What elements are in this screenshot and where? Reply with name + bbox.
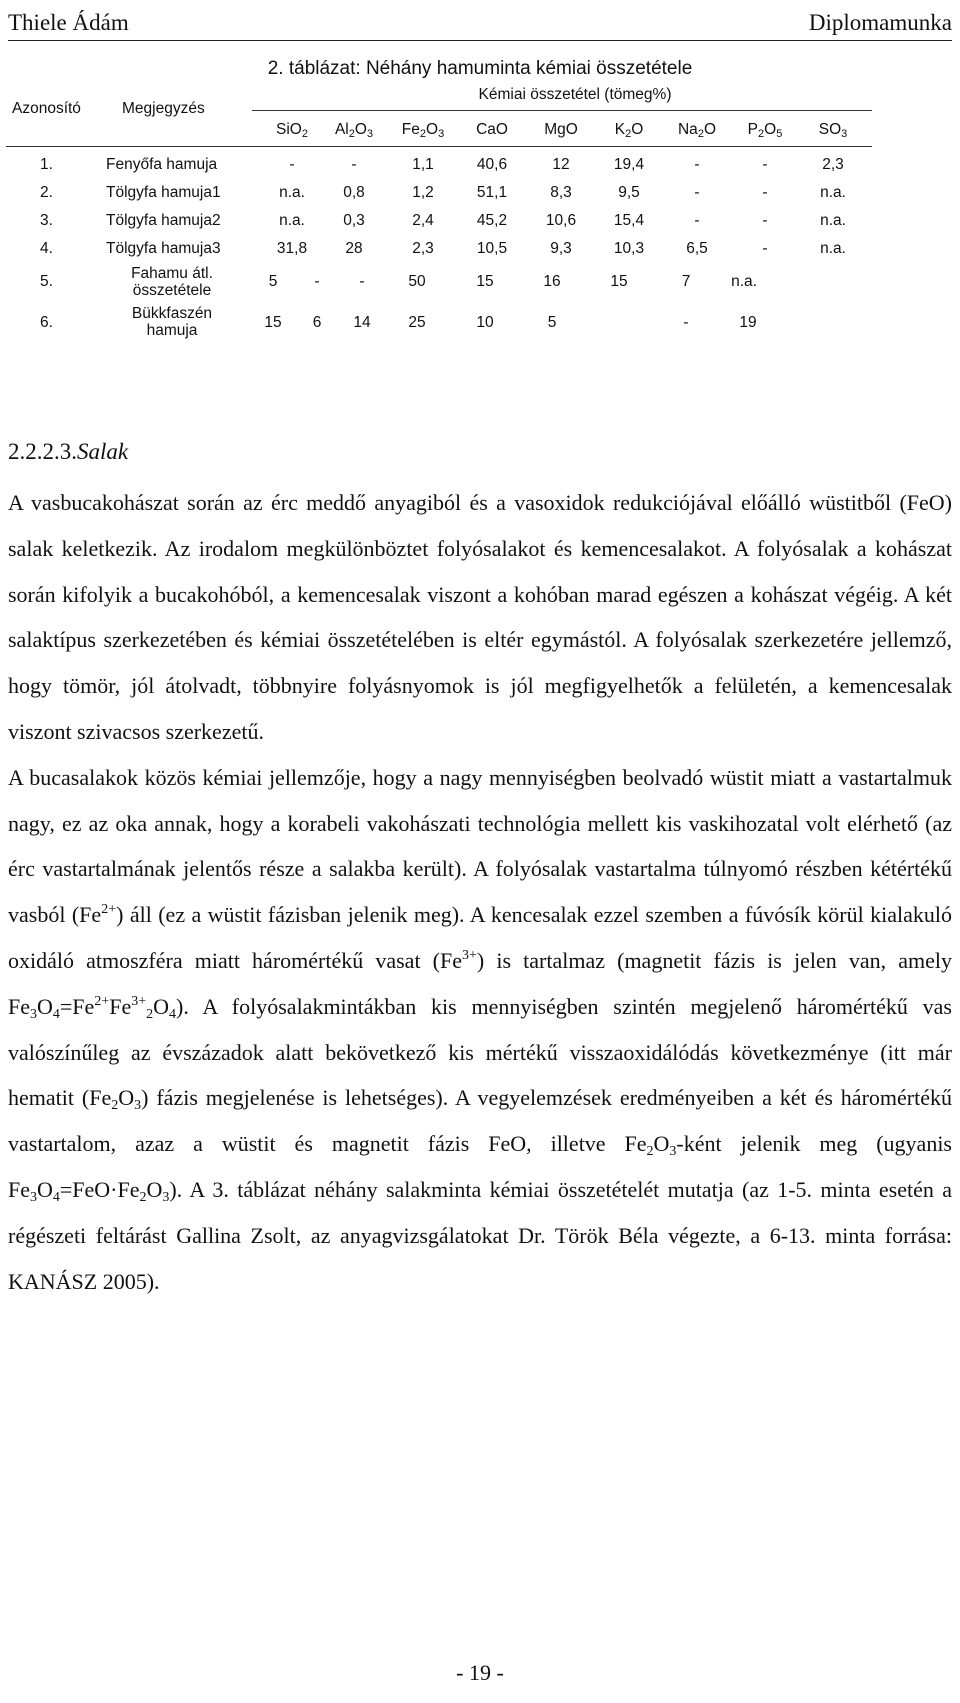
section-title: Salak	[77, 439, 129, 464]
table-cell: n.a.	[820, 212, 846, 229]
row-note: Bükkfaszén	[131, 305, 213, 322]
table-cell: 6,5	[686, 240, 708, 257]
group-underline	[252, 110, 872, 111]
table-cell: 2,3	[412, 240, 434, 257]
table-cell: 2,4	[412, 212, 434, 229]
table-cell: 9,3	[550, 240, 572, 257]
table-cell: 16	[543, 273, 561, 290]
table-cell: 15	[264, 314, 282, 331]
table-cell: 10,3	[613, 240, 645, 257]
table-cell: 31,8	[276, 240, 308, 257]
table-cell: 0,8	[343, 184, 365, 201]
row-id: 6.	[40, 314, 53, 331]
row-id: 2.	[40, 184, 53, 201]
col-header-chem: $Na_2O$	[677, 121, 717, 140]
table-caption: 2. táblázat: Néhány hamuminta kémiai összetétele	[267, 58, 693, 79]
row-note: Tölgyfa hamuja1	[106, 184, 221, 201]
table-cell: 12	[552, 156, 570, 173]
row-note: hamuja	[146, 322, 198, 339]
row-note: Tölgyfa hamuja3	[106, 240, 221, 257]
table-cell: -	[351, 156, 357, 173]
table-cell: -	[289, 156, 295, 173]
table-cell: -	[694, 212, 700, 229]
table-cell: n.a.	[279, 184, 305, 201]
table-cell: 2,3	[822, 156, 844, 173]
col-header-chem: MgO	[544, 121, 578, 138]
row-id: 3.	[40, 212, 53, 229]
table-cell: 10,6	[545, 212, 577, 229]
table-cell: 10,5	[476, 240, 508, 257]
row-note: Fahamu átl.	[131, 265, 213, 282]
row-note: Tölgyfa hamuja2	[106, 212, 221, 229]
table-cell: 14	[353, 314, 371, 331]
header-doc-type: Diplomamunka	[808, 10, 952, 35]
table-cell: -	[762, 240, 768, 257]
header-bottom-rule	[6, 146, 872, 147]
page-number: - 19 -	[456, 1660, 504, 1685]
page-header	[8, 6, 952, 41]
table-cell: 10	[476, 314, 494, 331]
table-cell: 25	[408, 314, 426, 331]
col-header-chem: CaO	[476, 121, 508, 138]
table-cell: 1,1	[412, 156, 434, 173]
col-header-chem: $P_2O_5$	[747, 121, 783, 140]
table-cell: 1,2	[412, 184, 434, 201]
table-cell: 45,2	[476, 212, 508, 229]
table-cell: 0,3	[343, 212, 365, 229]
table-cell: 7	[681, 273, 691, 290]
table-cell: -	[359, 273, 365, 290]
table-cell: 51,1	[476, 184, 508, 201]
col-group-chemical: Kémiai összetétel (tömeg%)	[478, 86, 672, 103]
row-note: összetétele	[132, 282, 212, 299]
table-cell: 8,3	[550, 184, 572, 201]
table-cell: -	[762, 212, 768, 229]
col-header-note: Megjegyzés	[122, 100, 205, 117]
paragraph-2: A bucasalakok közös kémiai jellemzője, hogy a nagy mennyiségben beolvadó wüstit miatt a vastartalmuk nagy, ez az oka annak, hogy a korabeli vakohászati technológia mellett kis vaskihozatal volt elérhető (az érc vastartalmának jelentős része a salakba került). A folyósalak vastartalma túlnyomó részben kétértékű vasból $(Fe^{2+})$ áll (ez a wüstit fázisban jelenik meg). A kencesalak ezzel szemben a fúvósík körül kialakuló oxidáló atmoszféra miatt háromértékű vasat $(Fe^{3+})$ is tartalmaz (magnetit fázis is jelen van, amely $Fe_3O_4=Fe^{2+}Fe^{3+}_2O_4$). A folyósalakmintákban kis mennyiségben szintén megjelenő háromértékű vas valószínűleg az évszázadok alatt bekövetkező kis mértékű visszaoxidálódás következménye (itt már hematit $(Fe_2O_3)$ fázis megjelenése is lehetséges). A vegyelemzések eredményeiben a két és háromértékű vastartalom, azaz a wüstit és magnetit fázis FeO, illetve $Fe_2O_3$-ként jelenik meg (ugyanis $Fe_3O_4=FeO\cdot Fe_2O_3$). A 3. táblázat néhány salakminta kémiai összetételét mutatja (az 1-5. minta esetén a régészeti feltárást Gallina Zsolt, az anyagvizsgálatokat Dr. Török Béla végezte, a 6-13. minta forrása: KANÁSZ 2005).	[8, 764, 953, 1294]
row-id: 4.	[40, 240, 53, 257]
table-cell: -	[683, 314, 689, 331]
row-id: 1.	[40, 156, 53, 173]
body-text	[8, 480, 952, 1304]
col-header-chem: $Al_2O_3$	[334, 121, 374, 140]
table-cell: -	[314, 273, 320, 290]
col-header-chem: SiO$_2$	[276, 121, 308, 140]
section-number: 2.2.2.3.	[8, 439, 77, 464]
table-cell: 15	[610, 273, 628, 290]
col-header-chem: $Fe_2O_3$	[401, 121, 445, 140]
section-heading	[8, 439, 128, 465]
row-note: Fenyőfa hamuja	[106, 156, 218, 173]
table-cell: 15	[476, 273, 494, 290]
table-cell: -	[694, 184, 700, 201]
table-cell: 5	[547, 314, 557, 331]
table-cell: 19	[739, 314, 757, 331]
table-cell: n.a.	[820, 240, 846, 257]
table-cell: 40,6	[476, 156, 508, 173]
table-cell: 6	[312, 314, 322, 331]
table-cell: n.a.	[820, 184, 846, 201]
table-cell: 5	[268, 273, 278, 290]
table-cell: 50	[408, 273, 426, 290]
table-cell: n.a.	[731, 273, 757, 290]
header-author: Thiele Ádám	[8, 10, 129, 35]
table-cell: -	[762, 184, 768, 201]
table-cell: 28	[345, 240, 363, 257]
row-id: 5.	[40, 273, 53, 290]
col-header-chem: $K_2O$	[614, 121, 644, 140]
col-header-chem: $SO_3$	[818, 121, 848, 140]
col-header-id: Azonosító	[12, 100, 81, 117]
table-cell: 9,5	[618, 184, 640, 201]
table-cell: -	[694, 156, 700, 173]
table-cell: 19,4	[613, 156, 645, 173]
table-cell: 15,4	[613, 212, 645, 229]
paragraph-1: A vasbucakohászat során az érc meddő anyagiból és a vasoxidok redukciójával előálló wüstitből (FeO) salak keletkezik. Az irodalom megkülönböztet folyósalakot és kemencesalakot. A folyósalak a kohászat során kifolyik a bucakohóból, a kemencesalak viszont a kohóban marad egészen a kohászat végéig. A két salaktípus szerkezetében és kémiai összetételében is eltér egymástól. A folyósalak szerkezetére jellemző, hogy tömör, jól átolvadt, többnyire folyásnyomok is jól megfigyelhetők a felületén, a kemencesalak viszont szivacsos szerkezetű.	[8, 490, 952, 744]
table-cell: n.a.	[279, 212, 305, 229]
table-cell: -	[762, 156, 768, 173]
